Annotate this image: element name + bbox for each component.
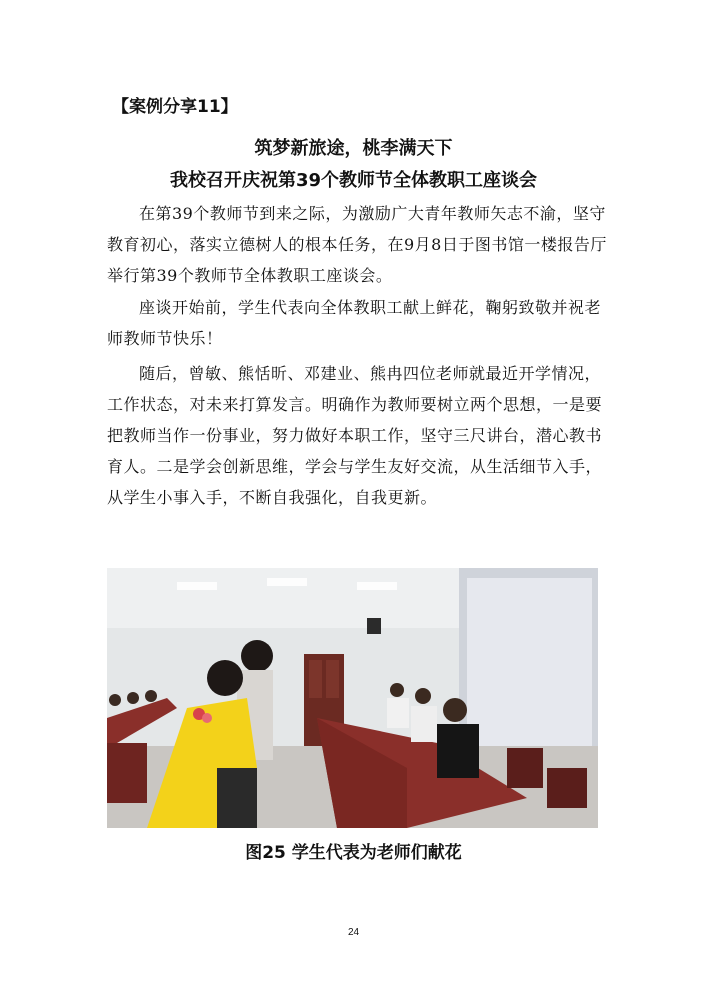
paragraph-1: 在第39个教师节到来之际，为激励广大青年教师矢志不渝，坚守教育初心，落实立德树人的根本任务，在9月8日于图书馆一楼报告厅举行第39个教师节全体教职工座谈会。 [107, 204, 607, 285]
paragraph-3: 随后，曾敏、熊恬昕、邓建业、熊冉四位老师就最近开学情况，工作状态，对未来打算发言。明确作为教师要树立两个思想，一是要把教师当作一份事业，努力做好本职工作，坚守三尺讲台，潜心教书育人。二是学会创新思维，学会与学生友好交流，从生活细节入手，从学生小事入手，不断自我强化，自我更新。 [107, 364, 603, 507]
section-label: 【案例分享11】 [112, 97, 238, 117]
page-number: 24 [347, 927, 360, 938]
figure-caption: 图25 学生代表为老师们献花 [245, 843, 462, 863]
article-title: 筑梦新旅途，桃李满天下 [254, 138, 453, 159]
paragraph-2: 座谈开始前，学生代表向全体教职工献上鲜花，鞠躬致敬并祝老师教师节快乐！ [107, 298, 602, 348]
article-subtitle: 我校召开庆祝第39个教师节全体教职工座谈会 [169, 170, 538, 191]
meeting-photo [107, 568, 598, 828]
